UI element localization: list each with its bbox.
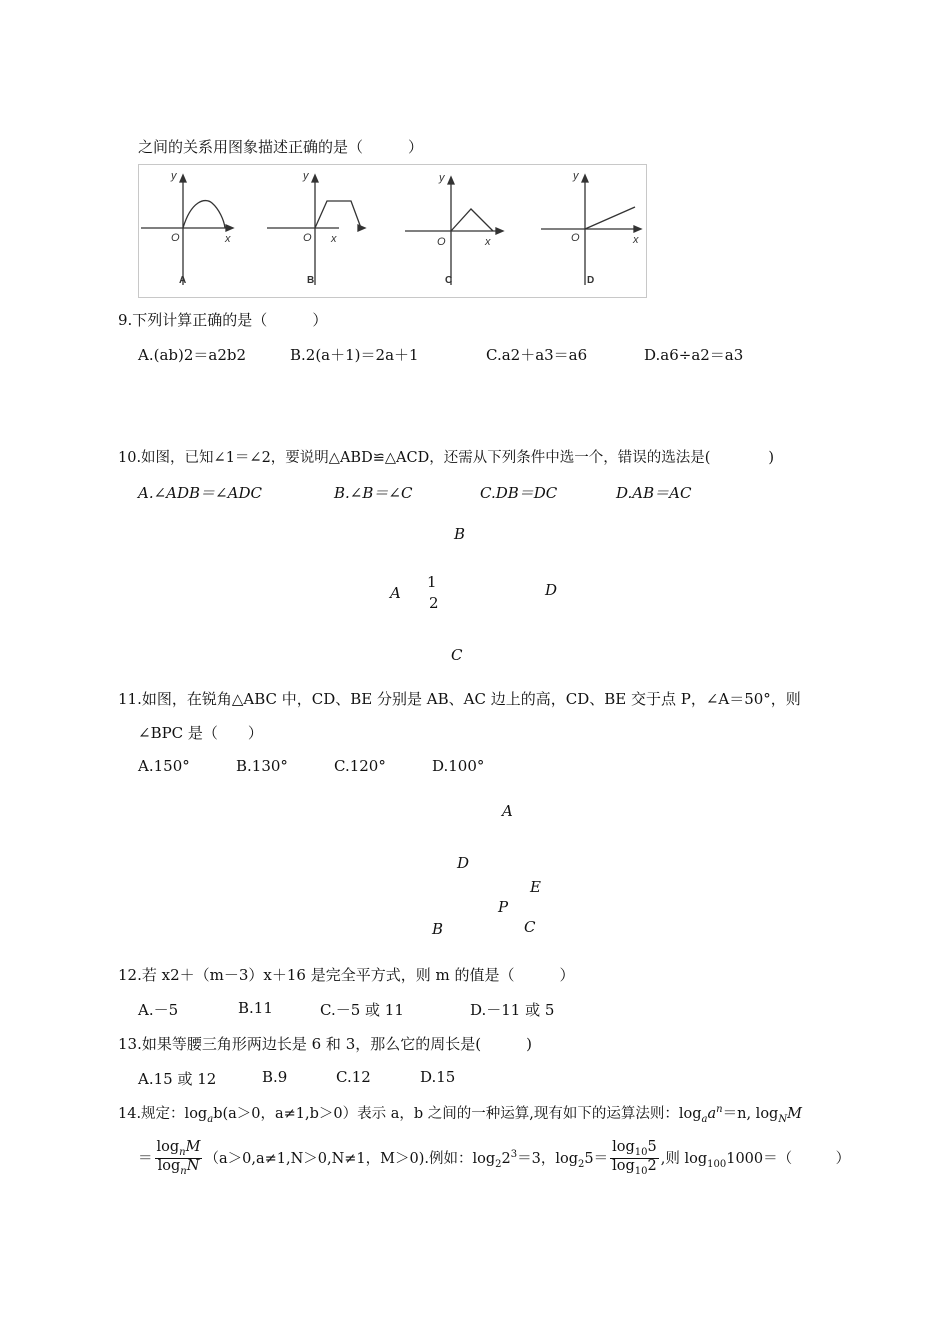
q14-ex1-mid: 2 bbox=[501, 1150, 511, 1167]
q10-label-d: D bbox=[545, 581, 558, 599]
q10-label-1: 1 bbox=[427, 573, 437, 591]
q14-frac-num: log bbox=[156, 1139, 180, 1155]
q10-option-a: A.∠ADB＝∠ADC bbox=[138, 484, 262, 502]
graph-d-x: x bbox=[633, 234, 639, 246]
q11-option-d: D.100° bbox=[432, 757, 485, 775]
q10-label-a: A bbox=[390, 584, 401, 602]
graph-c-y: y bbox=[439, 172, 445, 184]
graph-label-c: C bbox=[445, 275, 453, 286]
q12-option-d: D.－11 或 5 bbox=[470, 1001, 555, 1019]
graph-b-x: x bbox=[331, 233, 337, 245]
q14-ex2-num-sub: 10 bbox=[634, 1146, 648, 1158]
q8-stem: 之间的关系用图象描述正确的是（ ） bbox=[138, 138, 424, 156]
graph-d-origin: O bbox=[571, 232, 580, 244]
q12-option-b: B.11 bbox=[238, 999, 273, 1017]
q14-line2 bbox=[138, 1140, 850, 1178]
q10-label-b: B bbox=[454, 525, 466, 543]
graph-label-a: A bbox=[179, 275, 187, 286]
q14-eq: ＝ bbox=[138, 1150, 153, 1167]
q9-stem: 9.下列计算正确的是（ ） bbox=[118, 311, 328, 329]
q14-frac-den: log bbox=[157, 1158, 181, 1175]
q14-frac-den-var: N bbox=[186, 1158, 200, 1175]
q9-option-a: A.(ab)2＝a2b2 bbox=[138, 346, 247, 364]
q11-label-b: B bbox=[432, 920, 444, 938]
q10-option-c: C.DB＝DC bbox=[480, 484, 558, 502]
q11-label-e: E bbox=[530, 878, 541, 896]
q14-ex2-den-v: 2 bbox=[647, 1158, 657, 1175]
q14-part-e: M bbox=[787, 1106, 802, 1122]
q14-line1 bbox=[118, 1102, 802, 1125]
q10-label-c: C bbox=[451, 646, 463, 664]
graph-label-b: B bbox=[307, 275, 315, 286]
q13-option-b: B.9 bbox=[262, 1068, 288, 1086]
q14-ask: ,则 log bbox=[660, 1150, 708, 1167]
q14-frac-num-sub: n bbox=[179, 1146, 186, 1158]
q9-option-c: C.a2＋a3＝a6 bbox=[486, 346, 588, 364]
q14-ex1-res: ＝3，log bbox=[517, 1150, 579, 1167]
q12-option-a: A.－5 bbox=[138, 1001, 179, 1019]
q13-option-a: A.15 或 12 bbox=[138, 1070, 217, 1088]
q14-sup-n: n bbox=[716, 1104, 723, 1116]
q14-ex2-res: 5＝ bbox=[584, 1150, 609, 1167]
q11-label-c: C bbox=[524, 918, 536, 936]
q14-ex1-sub: 2 bbox=[495, 1158, 502, 1170]
q11-stem-line2: ∠BPC 是（ ） bbox=[138, 724, 263, 742]
graph-a-y: y bbox=[171, 170, 177, 182]
graph-b-origin: O bbox=[303, 232, 312, 244]
q13-stem: 13.如果等腰三角形两边长是 6 和 3，那么它的周长是( ) bbox=[118, 1035, 532, 1053]
graph-label-d: D bbox=[587, 275, 595, 286]
q14-frac-num-var: M bbox=[185, 1139, 201, 1155]
graph-c-x: x bbox=[485, 236, 491, 248]
q11-option-b: B.130° bbox=[236, 757, 288, 775]
q14-cond: （a＞0,a≠1,N＞0,N≠1，M＞0).例如：log bbox=[204, 1150, 496, 1167]
q14-ex2-den-sub: 10 bbox=[634, 1166, 648, 1178]
q14-ex2-num: log bbox=[612, 1139, 635, 1155]
q14-example-fraction bbox=[610, 1140, 659, 1178]
q14-frac-den-sub: n bbox=[180, 1166, 187, 1178]
q9-option-b: B.2(a＋1)＝2a＋1 bbox=[290, 346, 419, 364]
q10-label-2: 2 bbox=[429, 594, 439, 612]
q11-label-d: D bbox=[457, 854, 470, 872]
q14-sub-N: N bbox=[778, 1113, 788, 1125]
q14-ex1-sup: 3 bbox=[510, 1149, 518, 1161]
graph-a-x: x bbox=[225, 233, 231, 245]
q11-label-p: P bbox=[498, 898, 509, 916]
q10-stem: 10.如图，已知∠1＝∠2，要说明△ABD≌△ACD，还需从下列条件中选一个，错误的选法是( ) bbox=[118, 450, 775, 466]
q14-sub-a2: a bbox=[701, 1113, 708, 1125]
q13-option-c: C.12 bbox=[336, 1068, 371, 1086]
q14-ask-tail: 1000＝（ ） bbox=[726, 1150, 851, 1167]
graph-a-origin: O bbox=[171, 232, 180, 244]
q8-graphs-svg bbox=[139, 165, 646, 297]
graph-d-y: y bbox=[573, 170, 579, 182]
graph-c-origin: O bbox=[437, 236, 446, 248]
q14-part-b: b(a＞0，a≠1,b＞0）表示 a，b 之间的一种运算,现有如下的运算法则：log bbox=[213, 1106, 702, 1122]
q14-part-c: a bbox=[707, 1106, 717, 1122]
q14-ask-sub: 100 bbox=[707, 1158, 727, 1170]
q10-option-d: D.AB＝AC bbox=[616, 484, 692, 502]
q13-option-d: D.15 bbox=[420, 1068, 456, 1086]
q14-ex2-sub: 2 bbox=[578, 1158, 585, 1170]
q11-option-a: A.150° bbox=[138, 757, 190, 775]
q12-option-c: C.－5 或 11 bbox=[320, 1001, 404, 1019]
q12-stem: 12.若 x2＋（m－3）x＋16 是完全平方式，则 m 的值是（ ） bbox=[118, 966, 575, 984]
q14-ex2-num-v: 5 bbox=[647, 1139, 657, 1155]
q11-option-c: C.120° bbox=[334, 757, 386, 775]
q14-part-a: 14.规定：log bbox=[118, 1106, 208, 1122]
q11-label-a: A bbox=[502, 802, 513, 820]
q14-rule-fraction bbox=[155, 1140, 203, 1178]
q10-option-b: B.∠B＝∠C bbox=[334, 484, 413, 502]
q14-ex2-den: log bbox=[612, 1158, 635, 1175]
q14-part-d: ＝n, log bbox=[722, 1106, 779, 1122]
q8-graph-panel bbox=[138, 164, 647, 298]
q9-option-d: D.a6÷a2＝a3 bbox=[644, 346, 744, 364]
graph-b-y: y bbox=[303, 170, 309, 182]
q14-sub-a: a bbox=[207, 1113, 214, 1125]
q11-stem-line1: 11.如图，在锐角△ABC 中，CD、BE 分别是 AB、AC 边上的高，CD、BE 交于点 P，∠A＝50°，则 bbox=[118, 690, 801, 708]
